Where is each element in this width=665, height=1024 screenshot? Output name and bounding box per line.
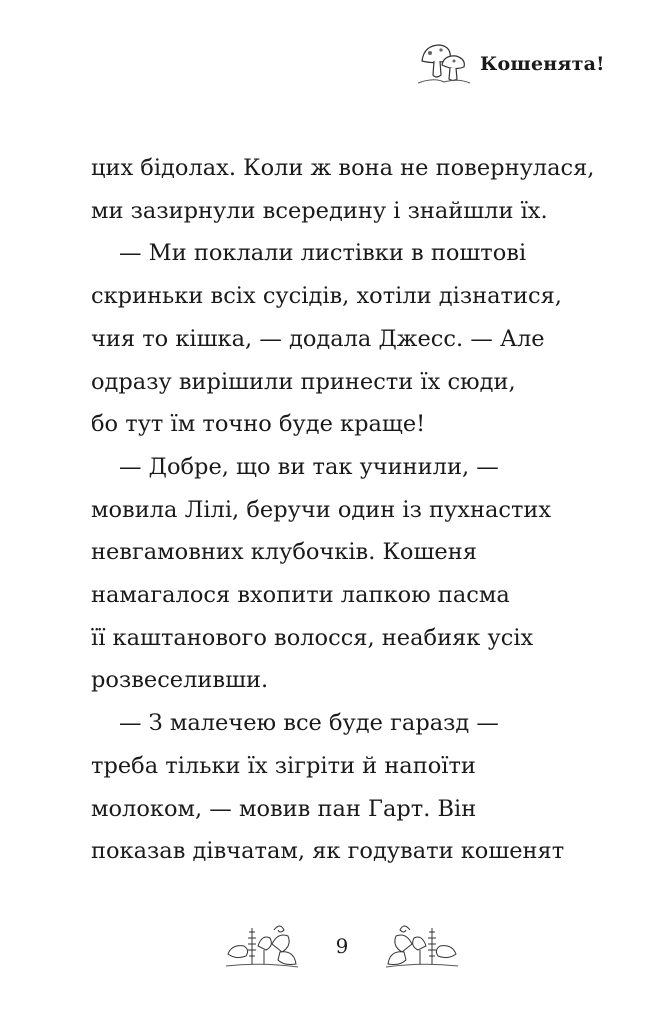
text-line: — Ми поклали листівки в поштові	[119, 240, 527, 267]
mushroom-illustration-icon	[414, 39, 474, 89]
chapter-title: Кошенята!	[480, 53, 605, 75]
mushroom-fern-ornament-icon	[222, 920, 302, 972]
text-line: молоком, — мовив пан Гарт. Він	[91, 795, 477, 822]
text-line: чия то кішка, — додала Джесс. — Але	[91, 325, 545, 352]
mushroom-fern-ornament-icon	[382, 920, 462, 972]
text-line: намагалося вхопити лапкою пасма	[91, 582, 510, 609]
text-line: — З малечею все буде гаразд —	[119, 710, 499, 737]
page-body-text	[91, 147, 595, 873]
text-line: показав дівчатам, як годувати кошенят	[91, 838, 565, 865]
text-line: мовила Лілі, беручи один із пухнастих	[91, 496, 552, 523]
text-line: ми зазирнули всередину і знайшли їх.	[91, 197, 548, 224]
text-line: її каштанового волосся, неабияк усіх	[91, 624, 534, 651]
text-line: невгамовних клубочків. Кошеня	[91, 539, 477, 566]
running-header	[414, 38, 605, 90]
text-line: скриньки всіх сусідів, хотіли дізнатися,	[91, 283, 562, 310]
text-line: одразу вирішили принести їх сюди,	[91, 368, 516, 395]
text-line: треба тільки їх зігріти й напоїти	[91, 752, 476, 779]
text-line: цих бідолах. Коли ж вона не повернулася,	[91, 155, 595, 181]
page-footer	[222, 918, 462, 974]
text-line: бо тут їм точно буде краще!	[91, 411, 426, 438]
text-line: — Добре, що ви так учинили, —	[119, 453, 499, 480]
page-number: 9	[335, 934, 349, 958]
text-line: розвеселивши.	[91, 667, 269, 694]
